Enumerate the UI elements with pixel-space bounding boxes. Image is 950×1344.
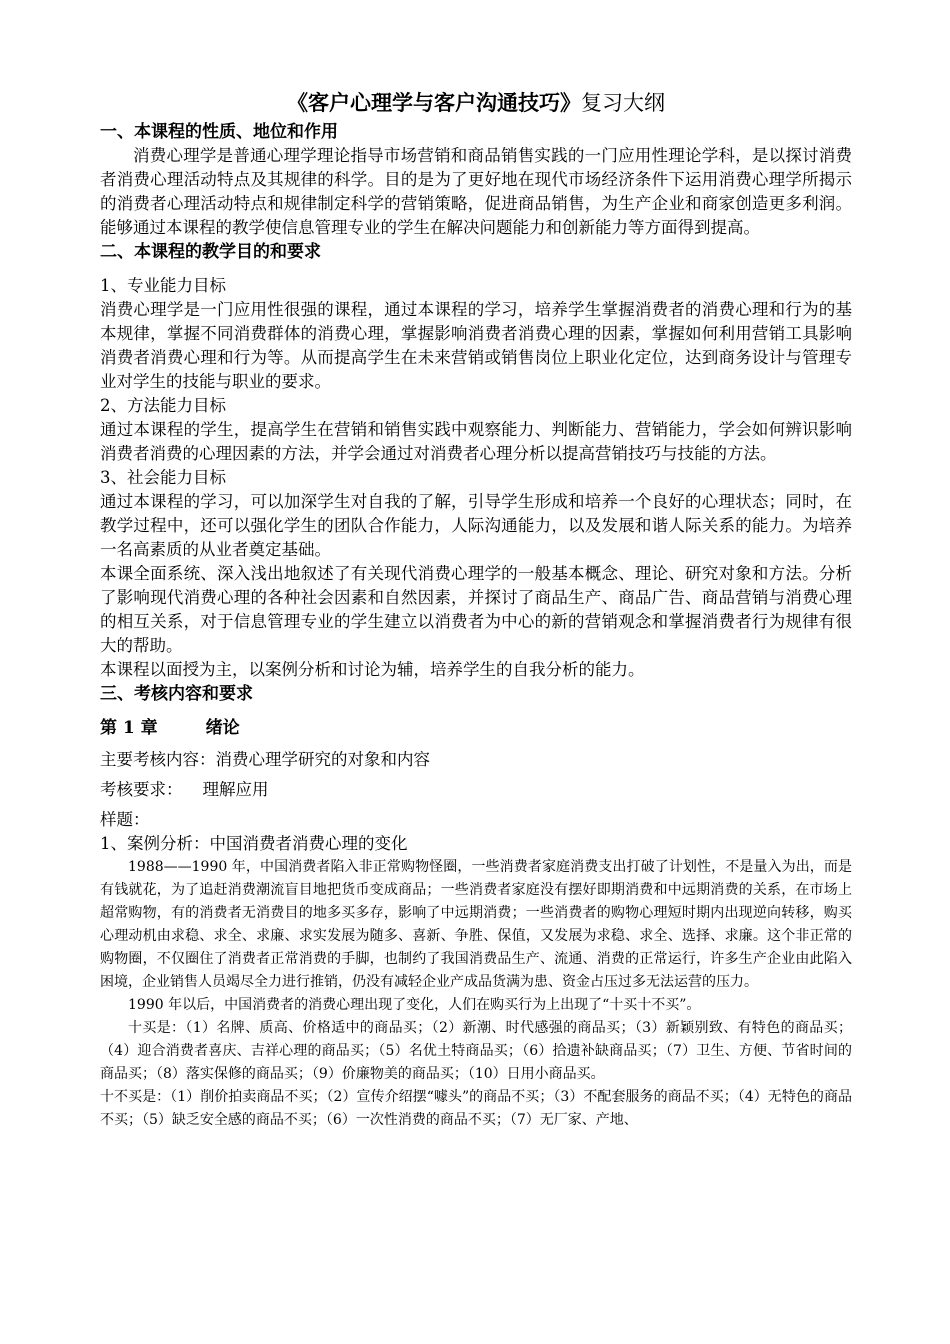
section-1-paragraph: 消费心理学是普通心理学理论指导市场营销和商品销售实践的一门应用性理论学科，是以探讨消费者消费心理活动特点及其规律的科学。目的是为了更好地在现代市场经济条件下运用消费心理学所揭示的消费者心理活动特点和规律制定科学的营销策略，促进商品销售，为生产企业和商家创造更多利润。能够通过本课程的教学使信息管理专业的学生在解决问题能力和创新能力等方面得到提高。 bbox=[100, 146, 852, 237]
requirement-value: 理解应用 bbox=[202, 780, 269, 799]
goal-2-text: 通过本课程的学生，提高学生在营销和销售实践中观察能力、判断能力、营销能力，学会如何辨识影响消费者消费的心理因素的方法，并学会通过对消费者心理分析以提高营销技巧与技能的方法。 bbox=[100, 420, 852, 463]
requirement-label: 考核要求： bbox=[100, 780, 183, 799]
goal-3-text: 通过本课程的学习，可以加深学生对自我的了解，引导学生形成和培养一个良好的心理状态；同时，在教学过程中，还可以强化学生的团队合作能力，人际沟通能力，以及发展和谐人际关系的能力。为培养一名高素质的从业者奠定基础。 bbox=[100, 492, 852, 559]
document-page bbox=[100, 88, 852, 1132]
case-paragraph-2: 1990 年以后，中国消费者的消费心理出现了变化，人们在购买行为上出现了“十买十不买”。 bbox=[128, 997, 701, 1013]
title-main: 《客户心理学与客户沟通技巧》 bbox=[287, 90, 581, 115]
document-title bbox=[100, 88, 852, 118]
chapter-heading bbox=[100, 714, 852, 742]
goal-1-title: 1、专业能力目标 bbox=[100, 276, 226, 295]
sample-label: 样题： bbox=[100, 810, 150, 829]
case-title: 1、案例分析：中国消费者消费心理的变化 bbox=[100, 834, 408, 853]
chapter-number: 第 1 章 bbox=[100, 718, 158, 738]
case-paragraph-3: 十买是：（1）名牌、质高、价格适中的商品买；（2）新潮、时代感强的商品买；（3）新颖别致、有特色的商品买；（4）迎合消费者喜庆、吉祥心理的商品买；（5）名优土特商品买；（6）拾遗补缺商品买；（7）卫生、方便、节省时间的商品买；（8）落实保修的商品买；（9）价廉物美的商品买；（10）日用小商品买。 bbox=[100, 1020, 852, 1082]
section-1-heading: 一、本课程的性质、地位和作用 bbox=[100, 122, 338, 142]
chapter-name: 绪论 bbox=[205, 718, 240, 738]
title-suffix: 复习大纲 bbox=[581, 91, 665, 115]
case-paragraph-1: 1988——1990 年，中国消费者陷入非正常购物怪圈，一些消费者家庭消费支出打破了计划性，不是量入为出，而是有钱就花，为了追赶消费潮流盲目地把货币变成商品；一些消费者家庭没有摆好即期消费和中远期消费的关系，在市场上超常购物，有的消费者无消费目的地多买多存，影响了中远期消费；一些消费者的购物心理短时期内出现逆向转移，购买心理动机由求稳、求全、求廉、求实发展为随多、喜新、争胜、保值，又发展为求稳、求全、选择、求廉。这个非正常的购物圈，不仅圈住了消费者正常消费的手脚，也制约了我国消费品生产、流通、消费的正常运行，许多生产企业由此陷入困境，企业销售人员竭尽全力进行推销，仍没有减轻企业产成品货满为患、资金占压过多无法运营的压力。 bbox=[100, 859, 852, 990]
section-3-heading: 三、考核内容和要求 bbox=[100, 684, 253, 704]
goal-3-title: 3、社会能力目标 bbox=[100, 468, 226, 487]
exam-content: 主要考核内容：消费心理学研究的对象和内容 bbox=[100, 750, 430, 769]
case-paragraph-4: 十不买是：（1）削价拍卖商品不买；（2）宣传介绍摆“噱头”的商品不买；（3）不配套服务的商品不买；（4）无特色的商品不买；（5）缺乏安全感的商品不买；（6）一次性消费的商品不买；（7）无厂家、产地、 bbox=[100, 1089, 852, 1128]
goal-2-title: 2、方法能力目标 bbox=[100, 396, 226, 415]
course-method: 本课程以面授为主，以案例分析和讨论为辅，培养学生的自我分析的能力。 bbox=[100, 660, 645, 679]
course-overview: 本课全面系统、深入浅出地叙述了有关现代消费心理学的一般基本概念、理论、研究对象和方法。分析了影响现代消费心理的各种社会因素和自然因素，并探讨了商品生产、商品广告、商品营销与消费心理的相互关系，对于信息管理专业的学生建立以消费者为中心的新的营销观念和掌握消费者行为规律有很大的帮助。 bbox=[100, 564, 852, 655]
section-2-heading: 二、本课程的教学目的和要求 bbox=[100, 242, 321, 262]
exam-requirement bbox=[100, 778, 852, 802]
goal-1-text: 消费心理学是一门应用性很强的课程，通过本课程的学习，培养学生掌握消费者的消费心理和行为的基本规律，掌握不同消费群体的消费心理，掌握影响消费者消费心理的因素，掌握如何利用营销工具影响消费者消费心理和行为等。从而提高学生在未来营销或销售岗位上职业化定位，达到商务设计与管理专业对学生的技能与职业的要求。 bbox=[100, 300, 852, 391]
